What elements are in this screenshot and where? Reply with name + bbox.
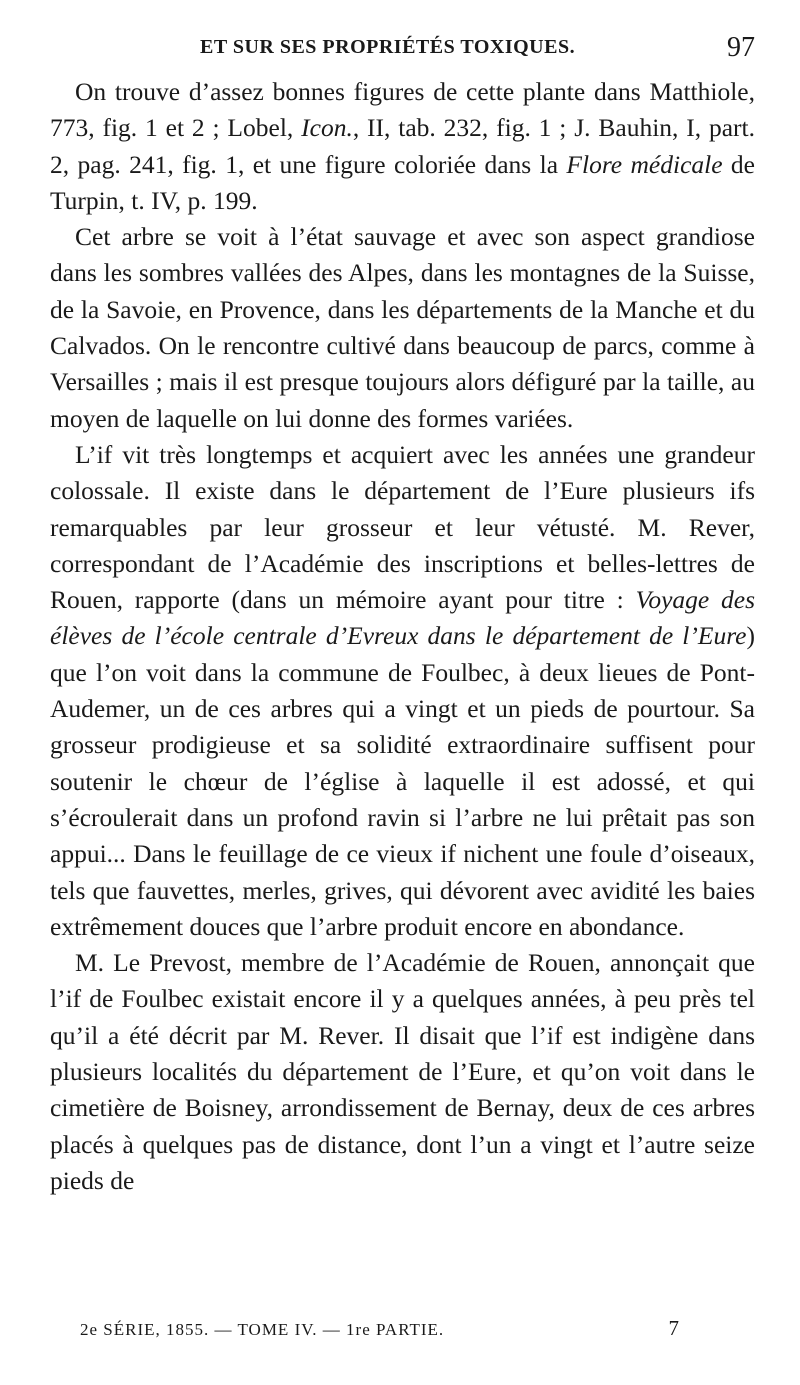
italic-text: Voyage des élèves de l’école centrale d’Evreux dans le département de l’Eure xyxy=(50,585,755,651)
text-run: L’if vit très longtemps et acquiert avec les années une grandeur colossale. Il existe dans le département de l’Eure plusieurs ifs remarquables par leur grosseur et leur vétusté. M. Rever, correspondant de l’Académie des inscriptions et belles-lettres de Rouen, rapporte (dans un mémoire ayant pour titre : xyxy=(50,439,755,615)
running-head: ET SUR SES PROPRIÉTÉS TOXIQUES. xyxy=(200,36,576,58)
signature-mark: 7 xyxy=(668,1316,680,1340)
text-run: , II, tab. 232, fig. 1 ; J. Bauhin, I, part. 2, pag. 241, fig. 1, et une figure coloriée dans la xyxy=(50,113,755,179)
page-number: 97 xyxy=(727,32,755,63)
page-header xyxy=(50,32,755,68)
text-run: On trouve d’assez bonnes figures de cette plante dans Matthiole, 773, fig. 1 et 2 ; Lobel, xyxy=(50,77,755,143)
paragraph xyxy=(50,945,755,1199)
text-run: ) que l’on voit dans la commune de Foulbec, à deux lieues de Pont-Audemer, un de ces arbres qui a vingt et un pieds de pourtour. Sa grosseur prodigieuse et sa solidité extraordinaire suffisent pour soutenir le chœur de l’église à laquelle il est adossé, et qui s’écroulerait dans un profond ravin si l’arbre ne lui prêtait pas son appui... Dans le feuillage de ce vieux if nichent une foule d’oiseaux, tels que fauvettes, merles, grives, qui dévorent avec avidité les baies extrêmement douces que l’arbre produit encore en abondance. xyxy=(50,621,755,941)
paragraph xyxy=(50,219,755,437)
text-run: de Turpin, t. IV, p. 199. xyxy=(50,149,756,215)
text-run: Cet arbre se voit à l’état sauvage et avec son aspect grandiose dans les sombres vallées des Alpes, dans les montagnes de la Suisse, de la Savoie, en Provence, dans les départements de la Manche et du Calvados. On le rencontre cultivé dans beaucoup de parcs, comme à Versailles ; mais il est presque toujours alors défiguré par la taille, au moyen de laquelle on lui donne des formes variées. xyxy=(50,222,755,433)
paragraph xyxy=(50,74,755,219)
body-text xyxy=(50,74,755,1199)
paragraph xyxy=(50,437,755,945)
printer-signature: 2e SÉRIE, 1855. — TOME IV. — 1re PARTIE. xyxy=(80,1320,445,1339)
page-footer xyxy=(80,1316,680,1350)
italic-text: Icon. xyxy=(301,113,353,143)
text-run: M. Le Prevost, membre de l’Académie de Rouen, annonçait que l’if de Foulbec existait encore il y a quelques années, à peu près tel qu’il a été décrit par M. Rever. Il disait que l’if est indigène dans plusieurs localités du département de l’Eure, et qu’on voit dans le cimetière de Boisney, arrondissement de Bernay, deux de ces arbres placés à quelques pas de distance, dont l’un a vingt et l’autre seize pieds de xyxy=(50,948,755,1195)
italic-text: Flore médicale xyxy=(566,149,723,179)
